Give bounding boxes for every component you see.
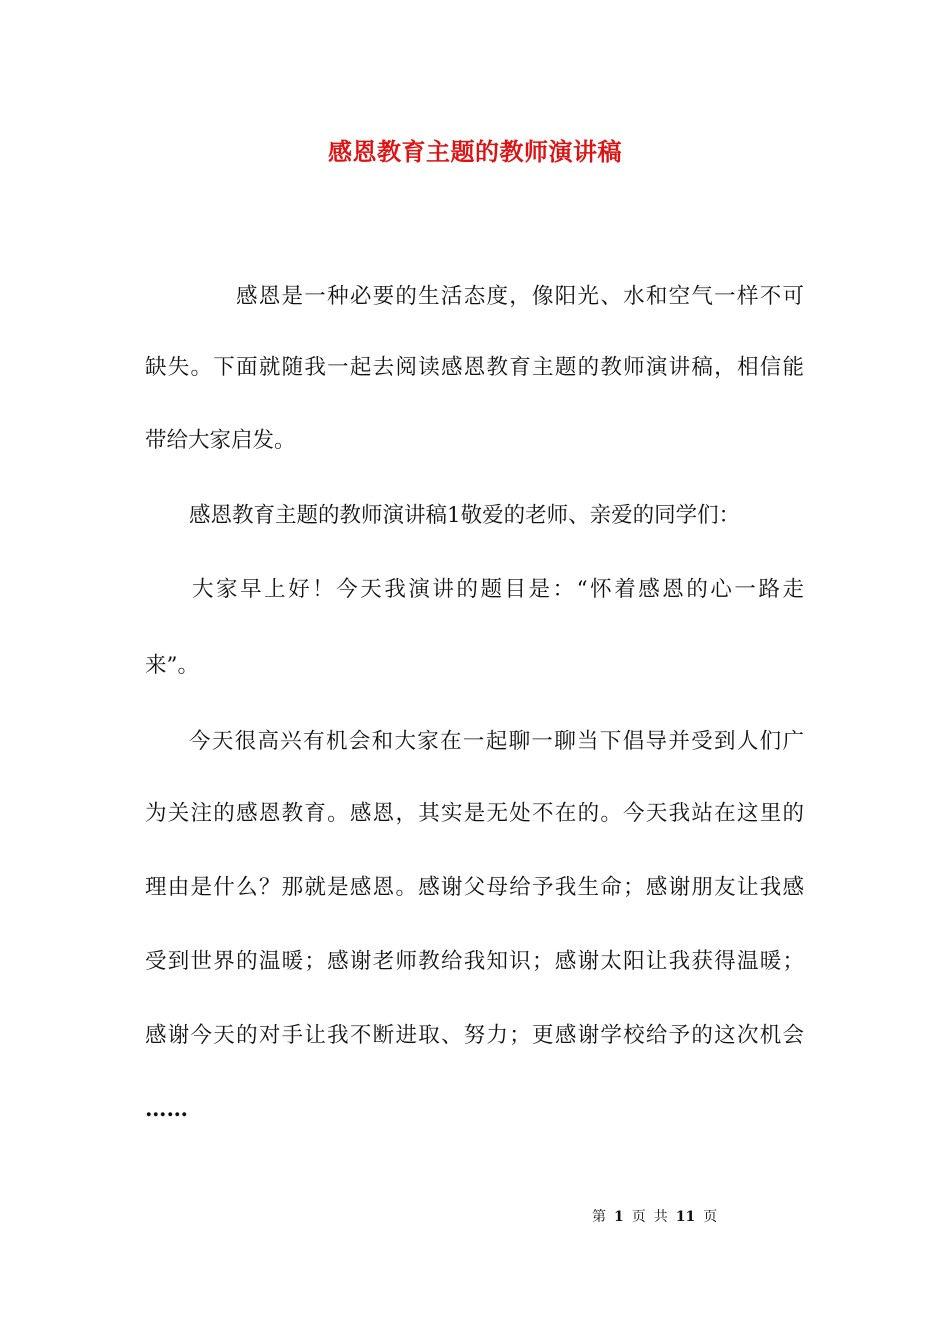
- page-footer: [592, 1207, 725, 1227]
- paragraph-line-12: ……: [145, 1097, 188, 1122]
- paragraph-line-3: 带给大家启发。: [145, 428, 296, 453]
- paragraph-line-4: 感恩教育主题的教师演讲稿1敬爱的老师、亲爱的同学们：: [189, 503, 741, 528]
- paragraph-line-5: 大家早上好！今天我演讲的题目是：“怀着感恩的心一路走: [192, 577, 804, 602]
- paragraph-line-11: 感谢今天的对手让我不断进取、努力；更感谢学校给予的这次机会: [145, 1023, 804, 1048]
- footer-mid2: 共: [653, 1209, 668, 1225]
- paragraph-line-6: 来”。: [145, 653, 199, 678]
- paragraph-line-1: 感恩是一种必要的生活态度，像阳光、水和空气一样不可: [236, 284, 804, 309]
- document-title: 感恩教育主题的教师演讲稿: [328, 137, 622, 166]
- footer-prefix: 第: [592, 1209, 606, 1225]
- footer-page-number: 1: [614, 1209, 624, 1225]
- paragraph-line-9: 理由是什么？那就是感恩。感谢父母给予我生命；感谢朋友让我感: [145, 875, 804, 900]
- footer-suffix: 页: [703, 1209, 718, 1225]
- paragraph-line-10: 受到世界的温暖；感谢老师教给我知识；感谢太阳让我获得温暖；: [145, 949, 804, 974]
- paragraph-line-2: 缺失。下面就随我一起去阅读感恩教育主题的教师演讲稿，相信能: [145, 355, 804, 380]
- footer-mid1: 页: [631, 1209, 646, 1225]
- paragraph-line-7: 今天很高兴有机会和大家在一起聊一聊当下倡导并受到人们广: [189, 729, 804, 754]
- footer-total-pages: 11: [675, 1209, 696, 1225]
- paragraph-line-8: 为关注的感恩教育。感恩，其实是无处不在的。今天我站在这里的: [145, 801, 804, 826]
